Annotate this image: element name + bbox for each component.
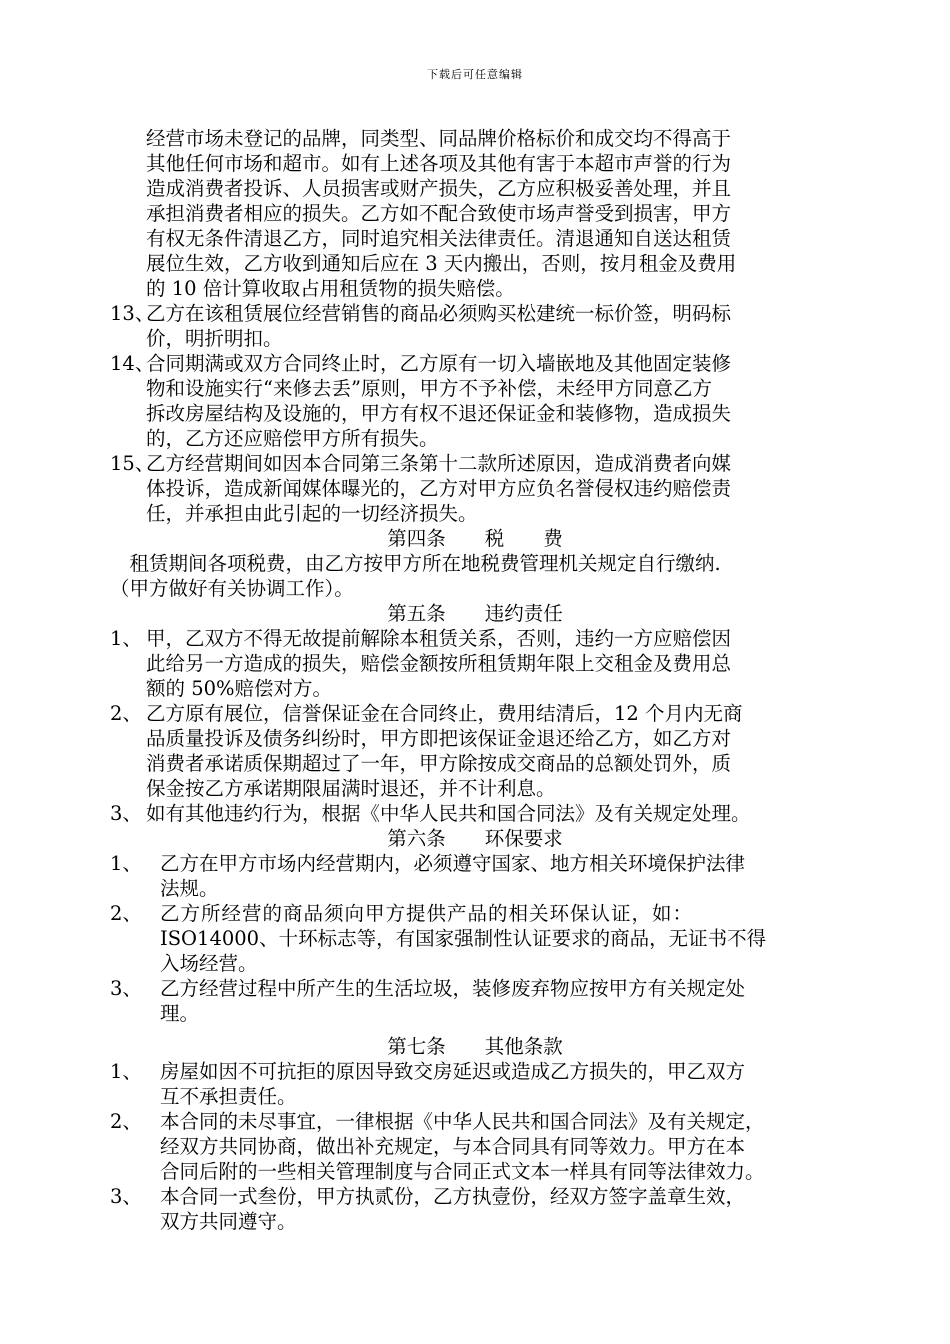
text-line: ISO14000、十环标志等，有国家强制性认证要求的商品，无证书不得: [160, 927, 767, 950]
art6-clause-3: [110, 976, 840, 1026]
text-line: 经营市场未登记的品牌，同类型、同品牌价格标价和成交均不得高于: [146, 127, 732, 150]
clause-13: [110, 301, 840, 351]
page-header: 下载后可任意编辑: [427, 68, 523, 81]
text-line: 额的 50%赔偿对方。: [146, 677, 333, 700]
clause-number: 15、: [110, 452, 155, 475]
text-line: 乙方在该租赁展位经营销售的商品必须购买松建统一标价签，明码标: [146, 302, 732, 325]
text-line: 其他任何市场和超市。如有上述各项及其他有害于本超市声誉的行为: [146, 152, 732, 175]
clause-number: 3、: [110, 1185, 142, 1208]
art5-clause-3: [110, 801, 840, 826]
text-line: 甲，乙双方不得无故提前解除本租赁关系，否则，违约一方应赔偿因: [146, 627, 732, 650]
clause-number: 2、: [110, 1110, 142, 1133]
document-body: [110, 126, 840, 1234]
art5-clause-2: [110, 701, 840, 801]
text-line: 理。: [160, 1002, 200, 1025]
text-line: 乙方经营期间如因本合同第三条第十二款所述原因，造成消费者向媒: [146, 452, 732, 475]
text-line: 造成消费者投诉、人员损害或财产损失，乙方应积极妥善处理，并且: [146, 177, 732, 200]
text-line: （甲方做好有关协调工作）。: [110, 577, 354, 600]
clause-number: 2、: [110, 702, 142, 725]
art7-clause-1: [110, 1059, 840, 1109]
clause-number: 13、: [110, 302, 155, 325]
art7-clause-2: [110, 1109, 840, 1184]
text-line: 乙方在甲方市场内经营期内，必须遵守国家、地方相关环境保护法律: [160, 852, 746, 875]
text-line: 乙方原有展位，信誉保证金在合同终止，费用结清后，12 个月内无商: [146, 702, 743, 725]
clause-number: 1、: [110, 1060, 142, 1083]
text-line: 如有其他违约行为，根据《中华人民共和国合同法》及有关规定处理。: [146, 802, 751, 825]
text-line: 的，乙方还应赔偿甲方所有损失。: [146, 427, 439, 450]
text-line: 乙方所经营的商品须向甲方提供产品的相关环保认证，如：: [160, 902, 694, 925]
text-line: 租赁期间各项税费，由乙方按甲方所在地税费管理机关规定自行缴纳.: [110, 552, 721, 575]
text-line: 有权无条件清退乙方，同时追究相关法律责任。清退通知自送达租赁: [146, 227, 732, 250]
article-5-title: 第五条 违约责任: [387, 602, 563, 625]
clause-number: 14、: [110, 352, 155, 375]
text-line: 法规。: [160, 877, 219, 900]
text-line: 双方共同遵守。: [160, 1210, 297, 1233]
text-line: 经双方共同协商，做出补充规定，与本合同具有同等效力。甲方在本: [160, 1135, 746, 1158]
clause-number: 2、: [110, 902, 142, 925]
clause-15: [110, 451, 840, 526]
text-line: 合同后附的一些相关管理制度与合同正式文本一样具有同等法律效力。: [160, 1160, 765, 1183]
text-line: 乙方经营过程中所产生的生活垃圾，装修废弃物应按甲方有关规定处: [160, 977, 746, 1000]
text-line: 拆改房屋结构及设施的，甲方有权不退还保证金和装修物，造成损失: [146, 402, 732, 425]
article-6-title: 第六条 环保要求: [387, 827, 563, 850]
clause-number: 1、: [110, 852, 142, 875]
art6-clause-1: [110, 851, 840, 901]
article-7-title: 第七条 其他条款: [387, 1035, 563, 1058]
text-line: 保金按乙方承诺期限届满时退还，并不计利息。: [146, 777, 556, 800]
text-line: 消费者承诺质保期超过了一年，甲方除按成交商品的总额处罚外，质: [146, 752, 732, 775]
text-line: 品质量投诉及债务纠纷时，甲方即把该保证金退还给乙方，如乙方对: [146, 727, 732, 750]
intro-paragraph: [110, 126, 840, 301]
clause-number: 1、: [110, 627, 142, 650]
text-line: 任，并承担由此引起的一切经济损失。: [146, 502, 478, 525]
text-line: 合同期满或双方合同终止时，乙方原有一切入墙嵌地及其他固定装修: [146, 352, 732, 375]
text-line: 价，明折明扣。: [146, 327, 283, 350]
text-line: 物和设施实行“来修去丢”原则，甲方不予补偿，未经甲方同意乙方: [146, 377, 712, 400]
clause-number: 3、: [110, 977, 142, 1000]
text-line: 承担消费者相应的损失。乙方如不配合致使市场声誉受到损害，甲方: [146, 202, 732, 225]
text-line: 本合同一式叁份，甲方执贰份，乙方执壹份，经双方签字盖章生效，: [160, 1185, 746, 1208]
art6-clause-2: [110, 901, 840, 976]
text-line: 本合同的未尽事宜，一律根据《中华人民共和国合同法》及有关规定，: [160, 1110, 765, 1133]
clause-number: 3、: [110, 802, 142, 825]
art5-clause-1: [110, 626, 840, 701]
text-line: 互不承担责任。: [160, 1085, 297, 1108]
article-4-title: 第四条 税 费: [387, 527, 563, 550]
text-line: 展位生效，乙方收到通知后应在 3 天内搬出，否则，按月租金及费用: [146, 252, 737, 275]
text-line: 入场经营。: [160, 952, 258, 975]
text-line: 的 10 倍计算收取占用租赁物的损失赔偿。: [146, 277, 515, 300]
art7-clause-3: [110, 1184, 840, 1234]
clause-14: [110, 351, 840, 451]
text-line: 房屋如因不可抗拒的原因导致交房延迟或造成乙方损失的，甲乙双方: [160, 1060, 746, 1083]
text-line: 此给另一方造成的损失，赔偿金额按所租赁期年限上交租金及费用总: [146, 652, 732, 675]
text-line: 体投诉，造成新闻媒体曝光的，乙方对甲方应负名誉侵权违约赔偿责: [146, 477, 732, 500]
